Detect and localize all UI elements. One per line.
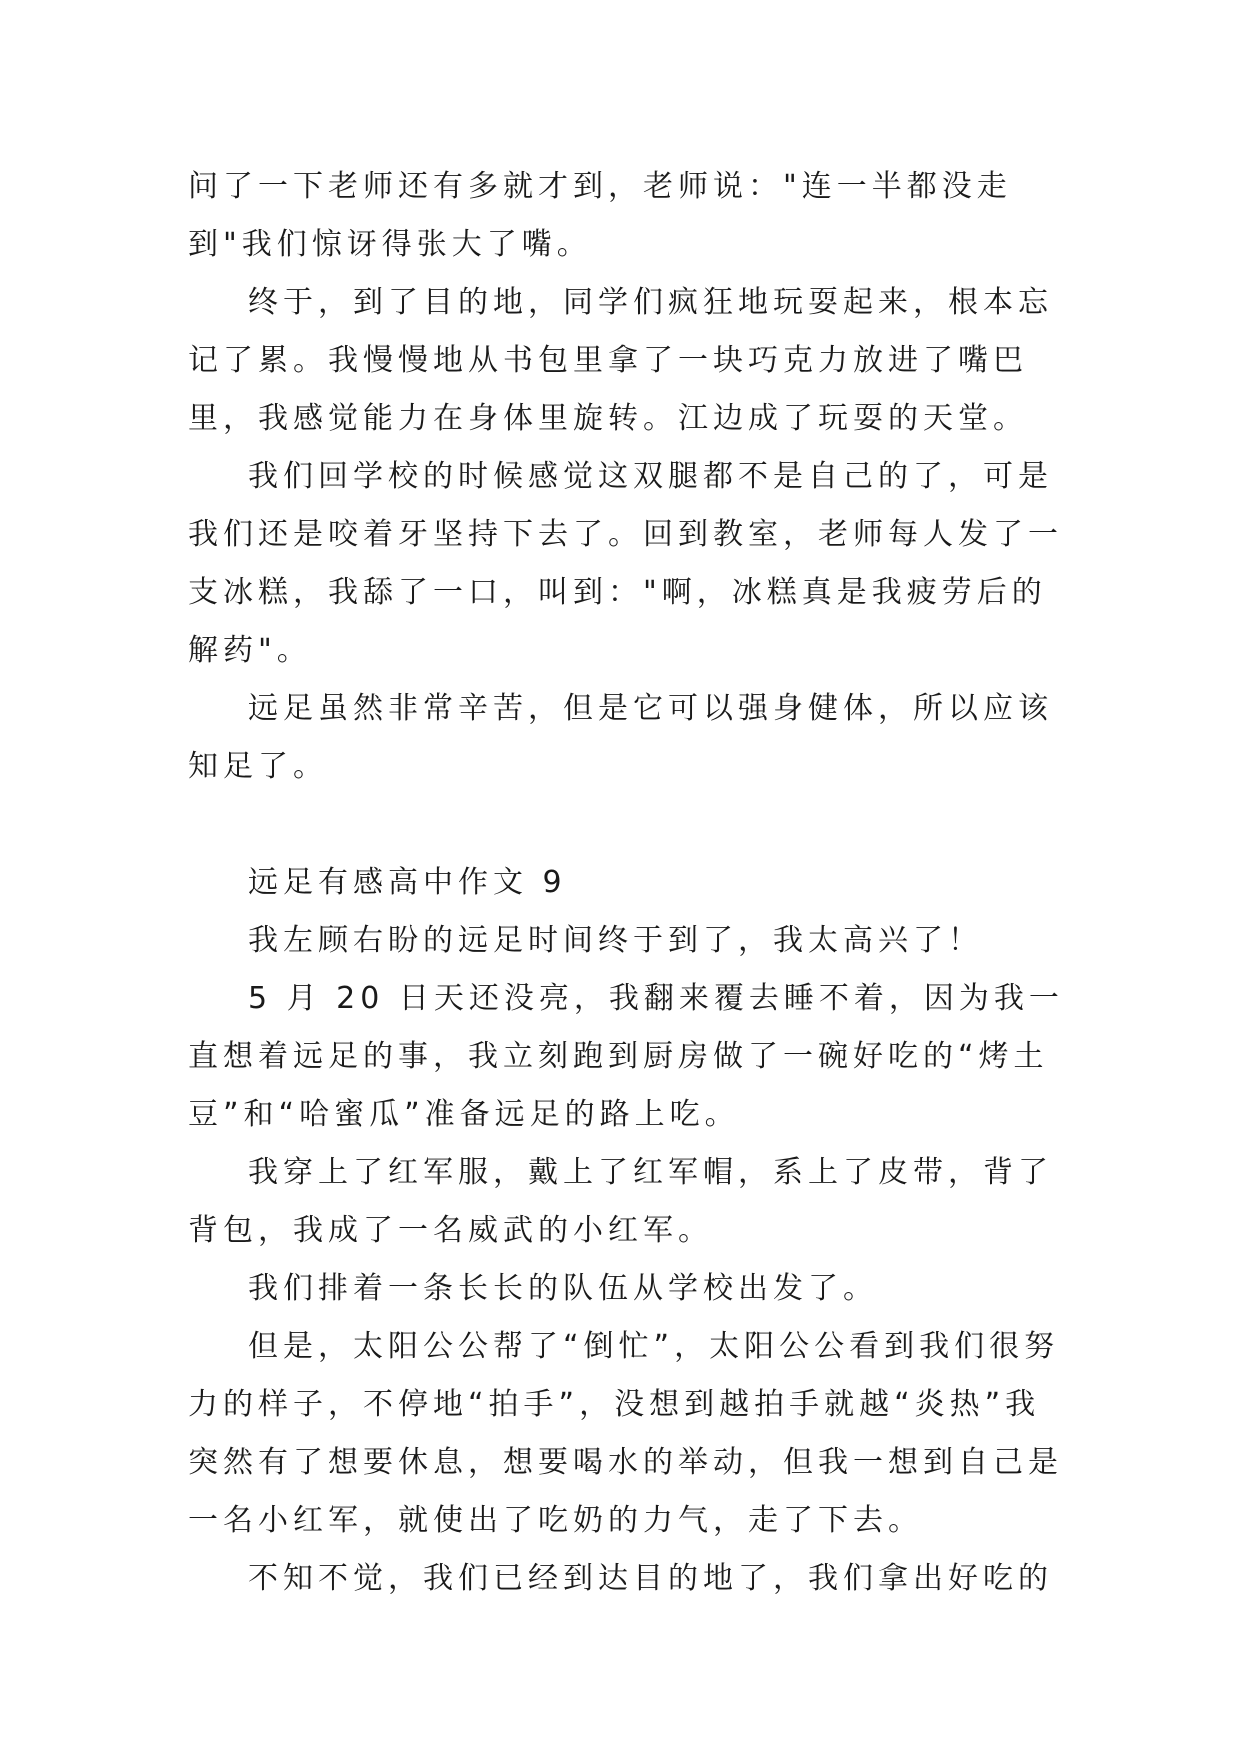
paragraph: 远足虽然非常辛苦，但是它可以强身健体，所以应该知足了。 [188,691,1053,784]
paragraph: 我们回学校的时候感觉这双腿都不是自己的了，可是我们还是咬着牙坚持下去了。回到教室，老师每人发了一支冰糕，我舔了一口，叫到："啊，冰糕真是我疲劳后的解药"。 [188,459,1063,668]
paragraph: 不知不觉，我们已经到达目的地了，我们拿出好吃的 [248,1561,1053,1596]
essay-title: 远足有感高中作文 9 [248,865,567,900]
paragraph: 5 月 20 日天还没亮，我翻来覆去睡不着，因为我一直想着远足的事，我立刻跑到厨房做了一碗好吃的“烤土豆”和“哈蜜瓜”准备远足的路上吃。 [188,981,1064,1132]
paragraph: 问了一下老师还有多就才到，老师说："连一半都没走到"我们惊讶得张大了嘴。 [188,169,1012,262]
paragraph: 我左顾右盼的远足时间终于到了，我太高兴了！ [248,923,983,958]
paragraph: 我穿上了红军服，戴上了红军帽，系上了皮带，背了背包，我成了一名威武的小红军。 [188,1155,1053,1248]
paragraph: 终于，到了目的地，同学们疯狂地玩耍起来，根本忘记了累。我慢慢地从书包里拿了一块巧克力放进了嘴巴里，我感觉能力在身体里旋转。江边成了玩耍的天堂。 [188,285,1053,436]
paragraph: 我们排着一条长长的队伍从学校出发了。 [248,1271,878,1306]
paragraph: 但是，太阳公公帮了“倒忙”，太阳公公看到我们很努力的样子，不停地“拍手”，没想到越拍手就越“炎热”我突然有了想要休息，想要喝水的举动，但我一想到自己是一名小红军，就使出了吃奶的力气，走了下去。 [188,1329,1063,1538]
